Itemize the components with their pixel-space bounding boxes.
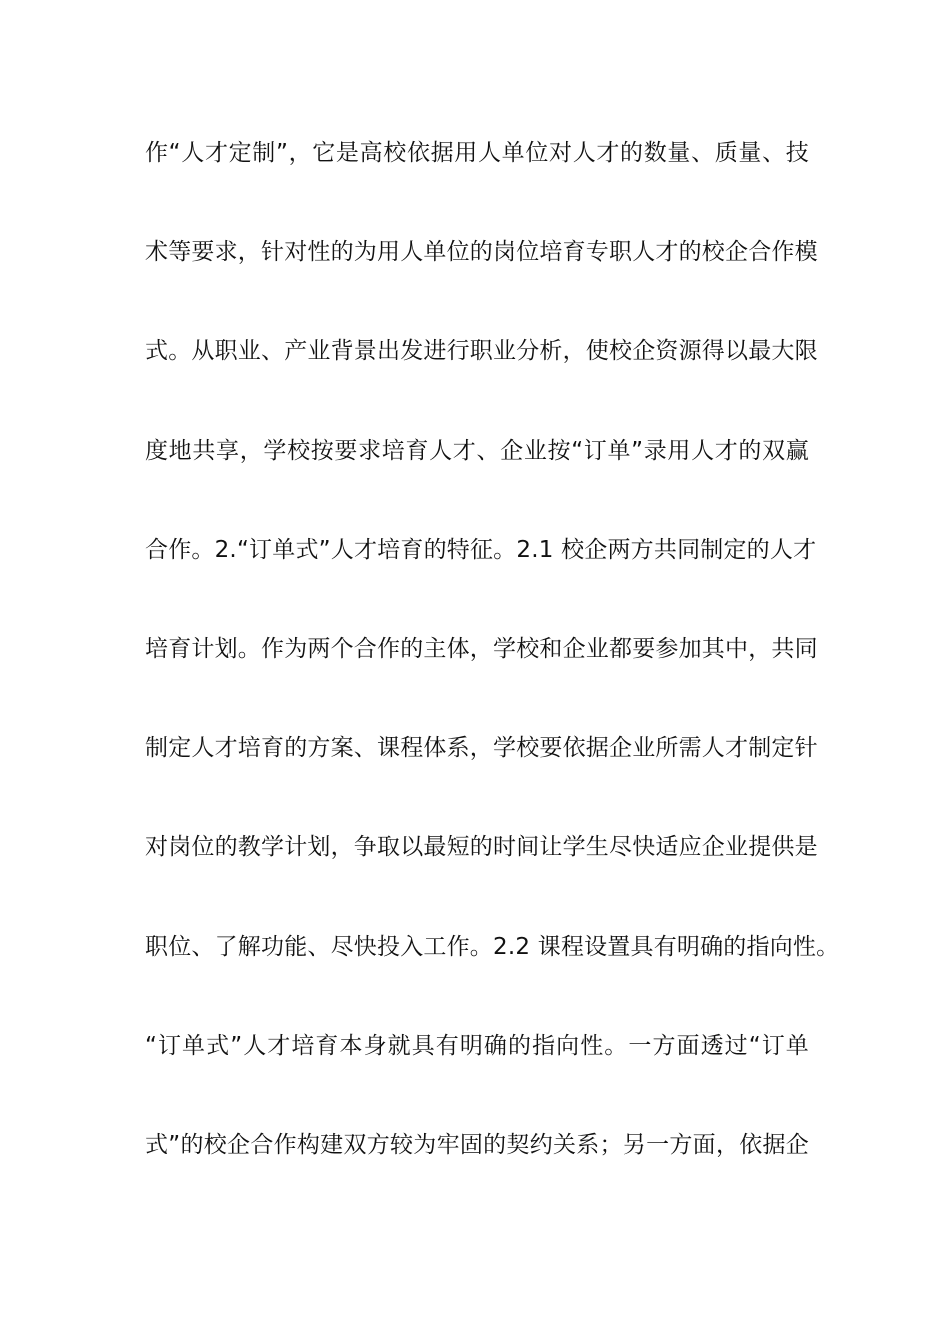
text-line-10: “订单式”人才培育本身就具有明确的指向性。一方面透过“订单 xyxy=(145,1032,809,1059)
text-line-5: 合作。2.“订单式”人才培育的特征。2.1 校企两方共同制定的人才 xyxy=(145,536,817,563)
text-line-6: 培育计划。作为两个合作的主体，学校和企业都要参加其中，共同 xyxy=(145,635,818,662)
text-line-7: 制定人才培育的方案、课程体系，学校要依据企业所需人才制定针 xyxy=(145,735,818,762)
text-line-8: 对岗位的教学计划，争取以最短的时间让学生尽快适应企业提供是 xyxy=(145,834,818,861)
text-line-2: 术等要求，针对性的为用人单位的岗位培育专职人才的校企合作模 xyxy=(145,239,818,266)
text-line-4: 度地共享，学校按要求培育人才、企业按“订单”录用人才的双赢 xyxy=(145,437,809,464)
body-text xyxy=(145,128,840,1219)
text-line-9: 职位、了解功能、尽快投入工作。2.2 课程设置具有明确的指向性。 xyxy=(145,933,840,960)
text-line-3: 式。从职业、产业背景出发进行职业分析，使校企资源得以最大限 xyxy=(145,338,818,365)
text-line-1: 作“人才定制”，它是高校依据用人单位对人才的数量、质量、技 xyxy=(145,140,809,166)
text-line-11: 式”的校企合作构建双方较为牢固的契约关系；另一方面，依据企 xyxy=(145,1131,809,1158)
